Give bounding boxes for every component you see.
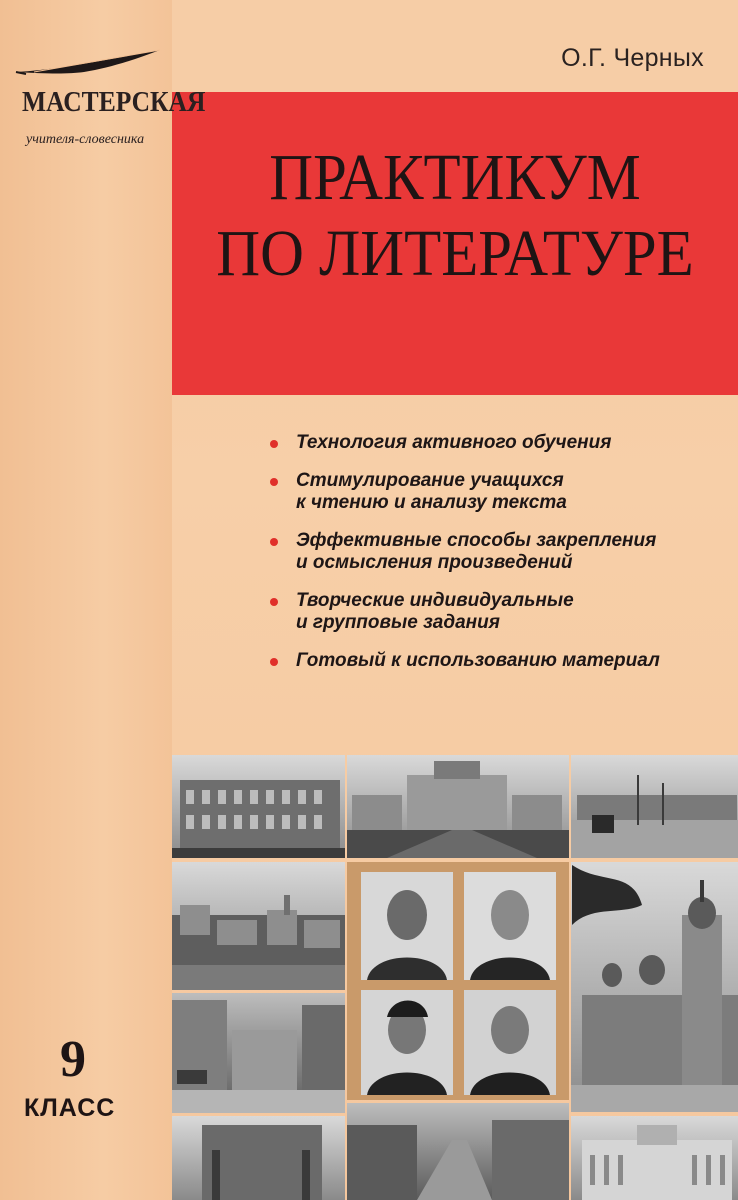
bullet-dot-icon <box>270 658 278 666</box>
photo-old-street <box>172 993 345 1113</box>
photo-collage <box>172 755 738 1200</box>
author-name: О.Г. Черных <box>561 44 704 72</box>
grade-label: КЛАСС <box>24 1094 116 1122</box>
photo-church <box>571 862 738 1112</box>
bullet-dot-icon <box>270 440 278 448</box>
photo-avenue <box>347 1103 569 1200</box>
feature-item: Технология активного обучения <box>270 432 730 454</box>
left-stripe <box>0 0 172 1200</box>
book-title <box>195 140 716 292</box>
photo-city-panorama <box>172 862 345 990</box>
feature-item: Эффективные способы закрепления и осмысления произведений <box>270 530 730 574</box>
photo-pashkov-house <box>347 755 569 858</box>
bullet-dot-icon <box>270 538 278 546</box>
portrait-2 <box>464 872 556 980</box>
feature-item: Стимулирование учащихся к чтению и анализу текста <box>270 470 730 514</box>
publisher-logo-subtitle: учителя-словесника <box>26 132 145 147</box>
bullet-dot-icon <box>270 478 278 486</box>
title-line-2: ПО ЛИТЕРАТУРЕ <box>216 217 694 290</box>
photo-palace <box>571 1116 738 1200</box>
title-line-1: ПРАКТИКУМ <box>269 141 641 214</box>
portraits-panel <box>347 862 569 1100</box>
feature-item: Готовый к использованию материал <box>270 650 730 672</box>
feature-item: Творческие индивидуальные и групповые задания <box>270 590 730 634</box>
portrait-3 <box>361 990 453 1095</box>
publisher-logo-name: МАСТЕРСКАЯ <box>22 86 206 118</box>
bullet-dot-icon <box>270 598 278 606</box>
portrait-1 <box>361 872 453 980</box>
photo-mansion <box>172 755 345 858</box>
portrait-4 <box>464 990 556 1095</box>
grade-number: 9 <box>60 1031 86 1088</box>
photo-street-carriage <box>571 755 738 858</box>
feature-list <box>270 432 730 688</box>
photo-building-gate <box>172 1116 345 1200</box>
collage-svg <box>172 755 738 1200</box>
quill-pen-icon <box>14 44 164 84</box>
